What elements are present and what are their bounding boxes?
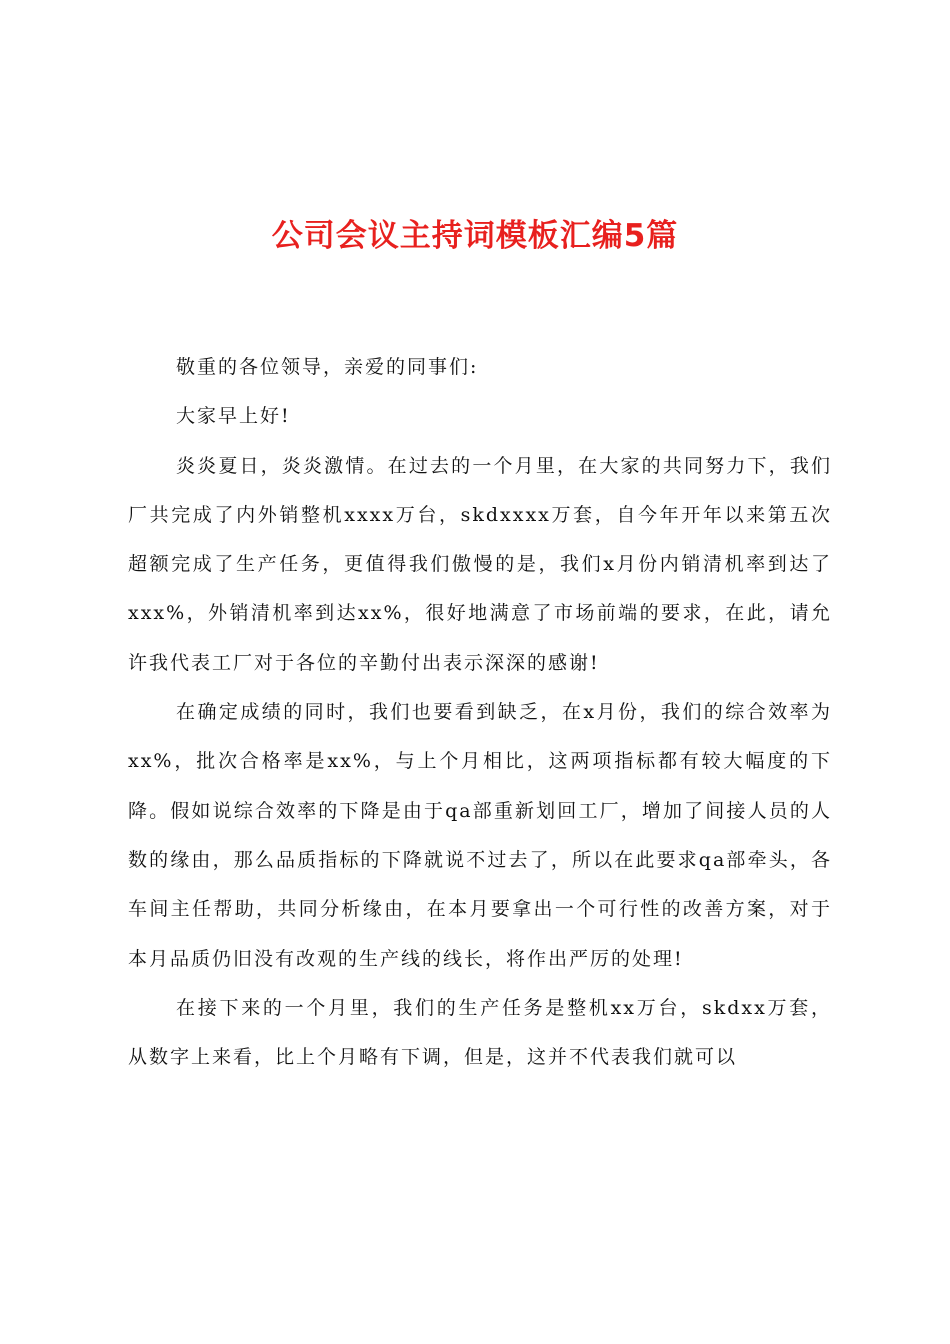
paragraph-achievements: 炎炎夏日，炎炎激情。在过去的一个月里，在大家的共同努力下，我们厂共完成了内外销整机xxxx万台，skdxxxx万套，自今年开年以来第五次超额完成了生产任务，更值得我们傲慢的是，我们x月份内销清机率到达了xxx%，外销清机率到达xx%，很好地满意了市场前端的要求，在此，请允许我代表工厂对于各位的辛勤付出表示深深的感谢! (128, 454, 832, 674)
document-title: 公司会议主持词模板汇编5篇 (271, 218, 679, 254)
paragraph-greeting: 敬重的各位领导，亲爱的同事们: (176, 356, 479, 378)
paragraph-good-morning: 大家早上好! (176, 405, 291, 428)
document-body (128, 343, 832, 1082)
paragraph-shortcomings: 在确定成绩的同时，我们也要看到缺乏，在x月份，我们的综合效率为xx%，批次合格率是xx%，与上个月相比，这两项指标都有较大幅度的下降。假如说综合效率的下降是由于qa部重新划回工厂，增加了间接人员的人数的缘由，那么品质指标的下降就说不过去了，所以在此要求qa部牵头，各车间主任帮助，共同分析缘由，在本月要拿出一个可行性的改善方案，对于本月品质仍旧没有改观的生产线的线长，将作出严厉的处理! (128, 701, 832, 970)
paragraph-next-month: 在接下来的一个月里，我们的生产任务是整机xx万台，skdxx万套，从数字上来看，比上个月略有下调，但是，这并不代表我们就可以 (128, 996, 832, 1069)
